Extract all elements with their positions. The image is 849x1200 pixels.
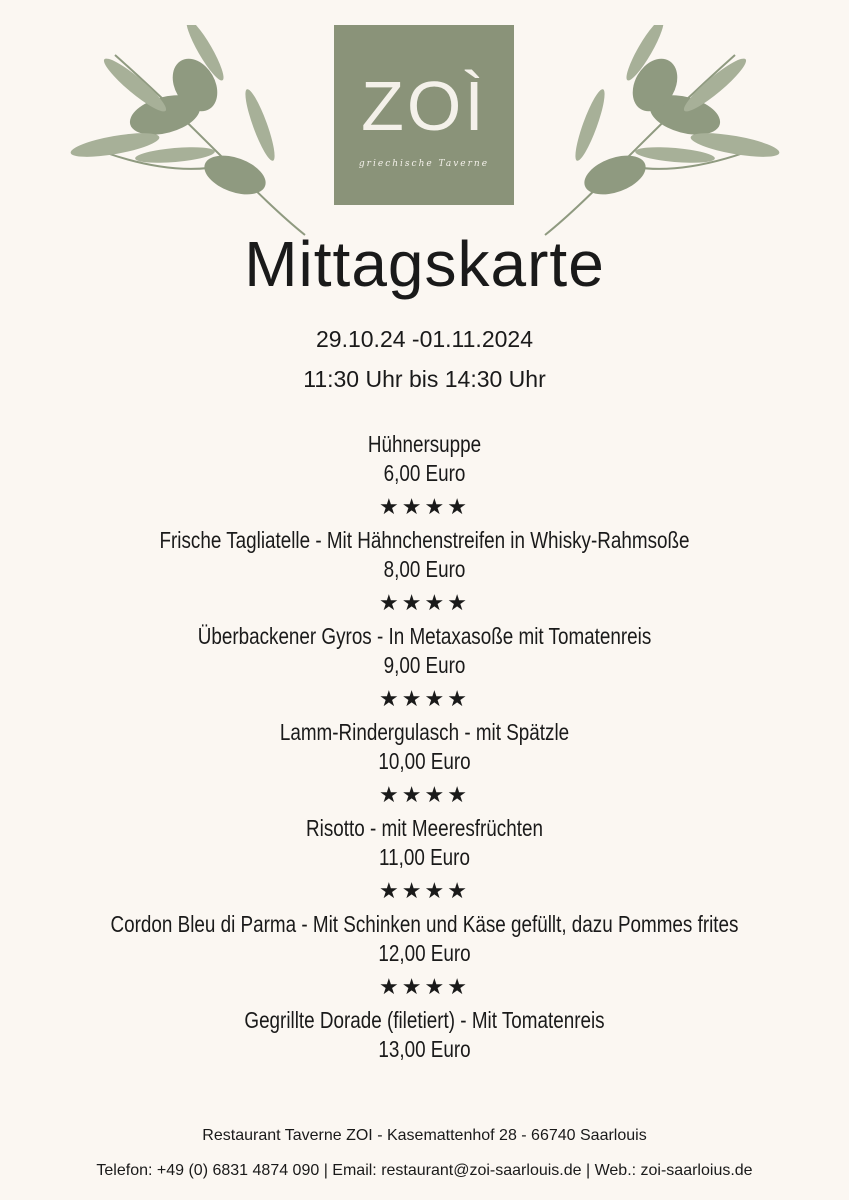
- separator-stars: ★★★★: [379, 494, 470, 519]
- menu-item: [0, 1006, 849, 1064]
- menu-item: [0, 526, 849, 584]
- footer-contact: Telefon: +49 (0) 6831 4874 090 | Email: restaurant@zoi-saarlouis.de | Web.: zoi-saarloius.de: [96, 1162, 753, 1179]
- separator-stars: ★★★★: [379, 878, 470, 903]
- menu-item-name: Cordon Bleu di Parma - Mit Schinken und Käse gefüllt, dazu Pommes frites: [110, 911, 739, 937]
- menu-item-name: Gegrillte Dorade (filetiert) - Mit Tomatenreis: [244, 1007, 605, 1033]
- menu-item-name: Überbackener Gyros - In Metaxasoße mit Tomatenreis: [197, 623, 652, 649]
- menu-item-price: 6,00 Euro: [383, 460, 466, 486]
- restaurant-logo: [334, 25, 514, 205]
- menu-item-name: Lamm-Rindergulasch - mit Spätzle: [279, 719, 570, 745]
- menu-item-price: 8,00 Euro: [383, 556, 466, 582]
- page-title: Mittagskarte: [244, 228, 605, 300]
- date-range: 29.10.24 -01.11.2024: [316, 326, 533, 352]
- logo-wordmark: ZOÌ: [361, 67, 487, 145]
- menu-item-price: 10,00 Euro: [378, 748, 471, 774]
- menu-item-price: 13,00 Euro: [378, 1036, 471, 1062]
- serving-hours: 11:30 Uhr bis 14:30 Uhr: [303, 366, 546, 392]
- logo-subtitle: griechische Taverne: [358, 159, 490, 169]
- menu-item-name: Hühnersuppe: [367, 431, 482, 457]
- menu-item: [0, 718, 849, 776]
- separator-stars: ★★★★: [379, 782, 470, 807]
- menu-item: [0, 910, 849, 968]
- separator-stars: ★★★★: [379, 590, 470, 615]
- olive-branch-icon: [55, 25, 315, 240]
- separator-stars: ★★★★: [379, 974, 470, 999]
- menu-item-price: 9,00 Euro: [383, 652, 466, 678]
- menu-item-price: 12,00 Euro: [378, 940, 471, 966]
- menu-item: [0, 430, 849, 488]
- menu-list: [0, 430, 849, 1064]
- footer-address: Restaurant Taverne ZOI - Kasemattenhof 28 - 66740 Saarlouis: [202, 1127, 647, 1144]
- menu-item-name: Risotto - mit Meeresfrüchten: [306, 815, 543, 841]
- menu-item-name: Frische Tagliatelle - Mit Hähnchenstreifen in Whisky-Rahmsoße: [159, 527, 690, 553]
- menu-item: [0, 622, 849, 680]
- menu-item: [0, 814, 849, 872]
- separator-stars: ★★★★: [379, 686, 470, 711]
- olive-branch-icon: [535, 25, 795, 240]
- menu-item-price: 11,00 Euro: [379, 844, 470, 870]
